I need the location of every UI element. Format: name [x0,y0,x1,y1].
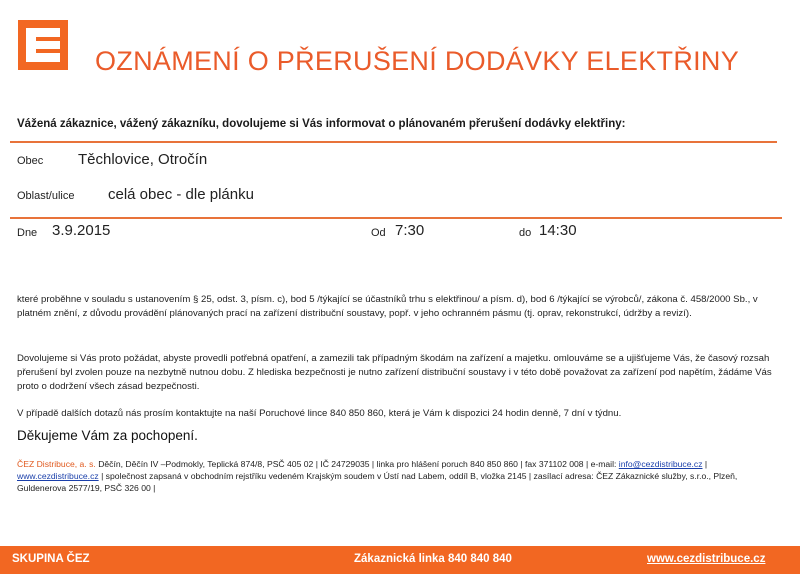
bottom-bar-group: SKUPINA ČEZ [12,553,90,565]
paragraph-request: Dovolujeme si Vás proto požádat, abyste provedli potřebná opatření, a zamezili tak případným škodám na zařízení a majetku. omlouváme se a ujišťujeme Vás, že časový rozsah přerušení byl zvolen pouze na nezbytně nutnou dobu. Z hlediska bezpečnosti je nutno zařízení distribuční soustavy i v této době považovat za zařízení pod napětím, žádáme Vás proto o dodržení všech zásad bezpečnosti. [17,353,772,393]
footer-separator: | [704,459,708,469]
obec-value: Těchlovice, Otročín [78,151,208,168]
middle-divider [10,217,782,219]
cez-logo [18,20,68,70]
page-title: OZNÁMENÍ O PŘERUŠENÍ DODÁVKY ELEKTŘINY [95,46,740,76]
paragraph-legal: které proběhne v souladu s ustanovením § 25, odst. 3, písm. c), bod 5 /týkající se účastníků trhu s elektřinou/ a písm. d), bod 6 /týkající se výrobců/, zákona č. 458/2000 Sb., v platném znění, z důvodu provádění plánovaných prací na zařízení distribuční soustavy, popř. v jeho ochranném pásmu (tj. oprav, rekonstrukcí, údržby a revizí). [17,294,758,320]
thanks-text: Děkujeme Vám za pochopení. [17,428,198,443]
dne-label: Dne [17,227,38,239]
company-footer [17,458,782,495]
greeting-text: Vážená zákaznice, vážený zákazníku, dovolujeme si Vás informovat o plánovaném přerušení dodávky elektřiny: [17,118,626,130]
oblast-value: celá obec - dle plánku [108,186,254,203]
od-value: 7:30 [395,222,425,239]
do-value: 14:30 [539,222,577,239]
bottom-bar-website-link[interactable]: www.cezdistribuce.cz [647,553,766,565]
obec-label: Obec [17,155,44,167]
footer-registry: | společnost zapsaná v obchodním rejstříku vedeném Krajským soudem v Ústí nad Labem, oddíl B, vložka 2145 | zasílací adresa: ČEZ Zákaznické služby, s.r.o., Plzeň, Guldenerova 2577/19, PSČ 326 00 | [17,471,738,494]
bottom-bar-hotline: Zákaznická linka 840 840 840 [354,553,512,565]
footer-web-link[interactable]: www.cezdistribuce.cz [17,471,99,482]
od-label: Od [371,227,386,239]
do-label: do [519,227,532,239]
oblast-label: Oblast/ulice [17,190,75,202]
footer-org: ČEZ Distribuce, a. s. [17,459,96,469]
bottom-bar [0,546,800,574]
dne-value: 3.9.2015 [52,222,111,239]
footer-address: Děčín, Děčín IV –Podmokly, Teplická 874/8, PSČ 405 02 | IČ 24729035 | linka pro hlášení poruch 840 850 860 | fax 371102 008 | e-mail: [98,459,617,469]
top-divider [10,141,777,143]
paragraph-contact: V případě dalších dotazů nás prosím kontaktujte na naší Poruchové lince 840 850 860, která je Vám k dispozici 24 hodin denně, 7 dní v týdnu. [17,408,622,419]
footer-email-link[interactable]: info@cezdistribuce.cz [618,459,703,469]
